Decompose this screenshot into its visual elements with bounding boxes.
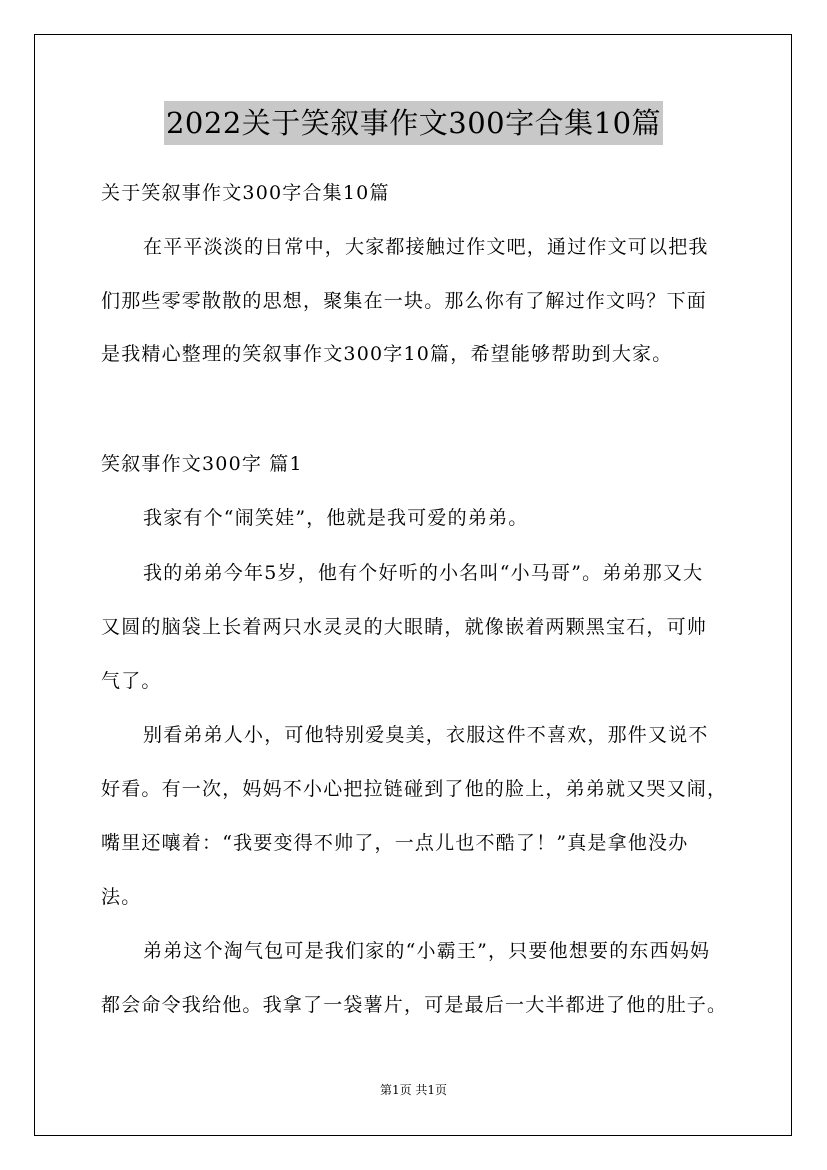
body-line-6: 好看。有一次，妈妈不小心把拉链碰到了他的脸上，弟弟就又哭又闹， (101, 778, 728, 800)
intro-line-2: 们那些零零散散的思想，聚集在一块。那么你有了解过作文吗？下面 (101, 290, 708, 312)
body-line-10: 都会命令我给他。我拿了一袋薯片，可是最后一大半都进了他的肚子。 (101, 994, 728, 1016)
body-line-5: 别看弟弟人小，可他特别爱臭美，衣服这件不喜欢，那件又说不 (143, 724, 709, 746)
body-line-3: 又圆的脑袋上长着两只水灵灵的大眼睛，就像嵌着两颗黑宝石，可帅 (101, 616, 708, 638)
body-line-1: 我家有个“闹笑娃”，他就是我可爱的弟弟。 (143, 507, 529, 529)
title-container (0, 101, 827, 145)
body-line-4: 气了。 (101, 670, 162, 692)
intro-line-3: 是我精心整理的笑叙事作文300字10篇，希望能够帮助到大家。 (101, 343, 673, 365)
body-line-9: 弟弟这个淘气包可是我们家的“小霸王”，只要他想要的东西妈妈 (143, 940, 711, 962)
body-line-8: 法。 (101, 886, 142, 908)
section-heading: 笑叙事作文300字 篇1 (101, 453, 303, 475)
body-line-7: 嘴里还嚷着：“我要变得不帅了，一点儿也不酷了！”真是拿他没办 (101, 832, 689, 854)
subtitle: 关于笑叙事作文300字合集10篇 (101, 182, 390, 204)
body-line-2: 我的弟弟今年5岁，他有个好听的小名叫“小马哥”。弟弟那又大 (143, 562, 704, 584)
intro-line-1: 在平平淡淡的日常中，大家都接触过作文吧，通过作文可以把我 (143, 236, 709, 258)
document-title: 2022关于笑叙事作文300字合集10篇 (164, 101, 663, 145)
page-footer: 第1页 共1页 (379, 1083, 448, 1097)
